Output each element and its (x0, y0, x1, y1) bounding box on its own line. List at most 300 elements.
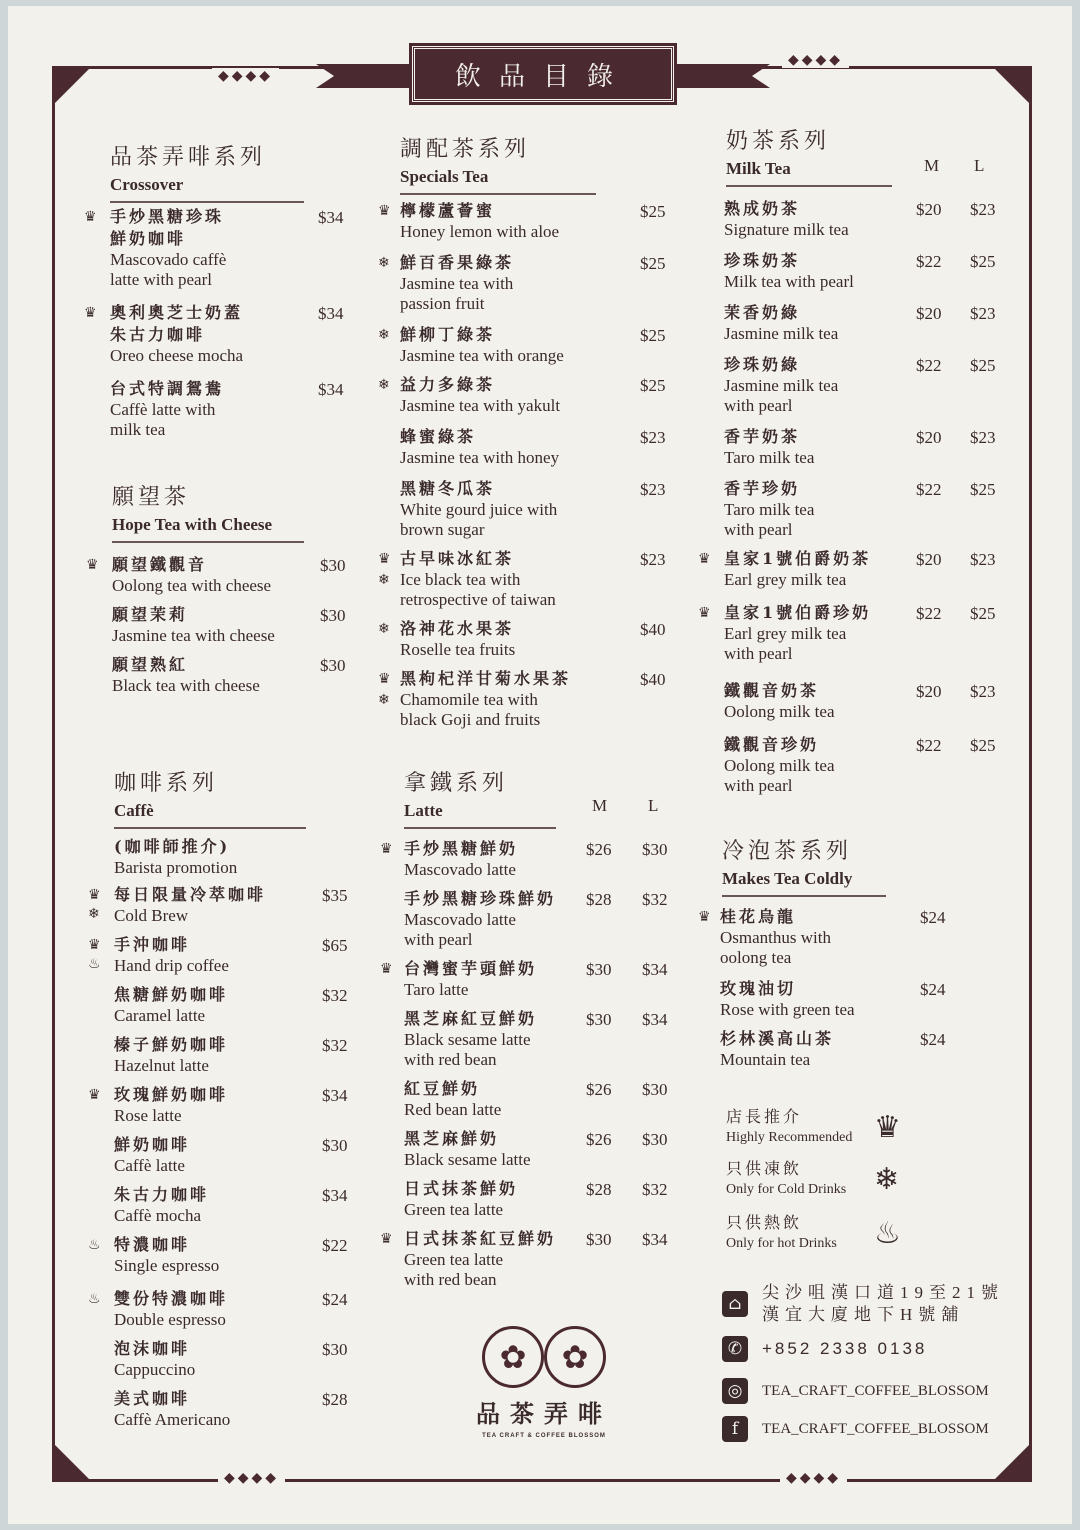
item-name-en: Honey lemon with aloe (400, 222, 560, 241)
section-title-en: Hope Tea with Cheese (112, 515, 273, 534)
crown-icon: ♛ (380, 841, 393, 857)
legend-item (726, 1106, 852, 1148)
corner-ornament (992, 1442, 1032, 1482)
contact-text (762, 1421, 989, 1438)
item-name-en: Rose latte (114, 1106, 182, 1125)
item-price-m: $20 (916, 550, 942, 569)
item-price: $24 (920, 908, 946, 927)
item-price: $40 (640, 620, 666, 639)
latte-size-m: M (592, 796, 608, 815)
contact-text (762, 1339, 927, 1359)
menu-item (724, 680, 834, 722)
item-price: $30 (322, 1136, 348, 1155)
menu-item (400, 252, 514, 314)
section-title-en: Crossover (110, 175, 184, 194)
contact-text (762, 1383, 989, 1400)
milktea-size-m: M (924, 156, 940, 175)
item-name-zh: 鮮百香果綠茶 (400, 253, 515, 272)
menu-item (114, 1134, 190, 1176)
item-price-m: $30 (586, 1010, 612, 1029)
legend-label-en: Highly Recommended (726, 1130, 853, 1145)
section-title-zh: 品茶弄啡系列 (110, 145, 267, 170)
menu-item (110, 206, 226, 290)
item-name-zh: 鐵觀音珍奶 (724, 735, 820, 754)
section-divider (404, 827, 556, 829)
item-name-en: with red bean (404, 1050, 497, 1069)
item-price: $30 (322, 1340, 348, 1359)
menu-item (400, 200, 559, 242)
logo-text-en: TEA CRAFT & COFFEE BLOSSOM (482, 1433, 606, 1439)
menu-item (404, 888, 556, 950)
contact-instagram[interactable]: TEA_CRAFT_COFFEE_BLOSSOM (762, 1382, 989, 1399)
item-name-en: Mascovado latte (404, 910, 516, 929)
item-price: $28 (322, 1390, 348, 1409)
section-title-en: Latte (404, 801, 443, 820)
item-name-en: Ice black tea with (400, 570, 521, 589)
legend-label-en: Only for Cold Drinks (726, 1182, 847, 1197)
item-name-en: Milk tea with pearl (724, 272, 854, 291)
item-price-l: $25 (970, 356, 996, 375)
item-name-en: Hazelnut latte (114, 1056, 209, 1075)
corner-ornament (992, 66, 1032, 106)
item-price-m: $22 (916, 480, 942, 499)
snowflake-icon: ❄ (378, 692, 390, 708)
item-price-l: $30 (642, 840, 668, 859)
item-price: $25 (640, 254, 666, 273)
item-name-zh: 願望茉莉 (112, 605, 189, 624)
item-name-zh: 鮮奶咖啡 (110, 229, 187, 248)
item-name-zh: 台灣蜜芋頭鮮奶 (404, 959, 538, 978)
item-name-en: Taro milk tea (724, 448, 815, 467)
item-price: $35 (322, 886, 348, 905)
snowflake-icon: ❄ (88, 906, 100, 922)
item-price-l: $32 (642, 1180, 668, 1199)
menu-item (724, 602, 871, 664)
item-name-zh: 願望鐵觀音 (112, 555, 208, 574)
section-divider (112, 541, 304, 543)
section-title-zh: 拿鐵系列 (404, 771, 509, 796)
item-price-l: $30 (642, 1080, 668, 1099)
menu-item (724, 250, 854, 292)
item-name-zh: 鐵觀音奶茶 (724, 681, 820, 700)
item-name-en: Jasmine tea with orange (400, 346, 564, 365)
item-price-l: $23 (970, 550, 996, 569)
item-name-zh: 手炒黑糖鮮奶 (404, 839, 519, 858)
item-price-l: $23 (970, 304, 996, 323)
crown-icon: ♛ (84, 209, 97, 225)
legend-label-zh: 只供凍飲 (726, 1159, 803, 1178)
item-name-en: Green tea latte (404, 1250, 504, 1269)
item-name-zh: 手沖咖啡 (114, 935, 191, 954)
item-price-l: $25 (970, 480, 996, 499)
item-name-en: brown sugar (400, 520, 485, 539)
snowflake-icon: ❄ (874, 1162, 900, 1197)
item-price: $30 (320, 556, 346, 575)
item-name-en: latte with pearl (110, 270, 212, 289)
item-name-en: Taro milk tea (724, 500, 815, 519)
crown-icon: ♛ (88, 887, 101, 903)
menu-item (400, 324, 564, 366)
item-name-en: Earl grey milk tea (724, 570, 847, 589)
section-divider (114, 827, 306, 829)
item-price: $25 (640, 326, 666, 345)
menu-item (112, 554, 271, 596)
item-name-zh: 皇家1號伯爵奶茶 (724, 549, 872, 568)
section-title-zh: 咖啡系列 (114, 771, 219, 796)
section-title-en: Makes Tea Coldly (722, 869, 853, 888)
menu-item (114, 836, 237, 878)
item-price-l: $25 (970, 604, 996, 623)
item-name-zh: 鮮奶咖啡 (114, 1135, 191, 1154)
item-name-en: Jasmine tea with (400, 274, 514, 293)
item-name-en: Mountain tea (720, 1050, 811, 1069)
contact-address_line2: 漢宜大廈地下H號舖 (762, 1305, 965, 1324)
item-price-m: $22 (916, 356, 942, 375)
menu-item (724, 426, 814, 468)
item-price-m: $22 (916, 252, 942, 271)
item-price-m: $20 (916, 428, 942, 447)
crown-icon: ♛ (378, 551, 391, 567)
item-name-zh: 台式特調鴛鴦 (110, 379, 225, 398)
item-price-l: $34 (642, 1230, 668, 1249)
item-price: $65 (322, 936, 348, 955)
item-price-m: $30 (586, 960, 612, 979)
item-name-zh: 泡沫咖啡 (114, 1339, 191, 1358)
item-name-en: oolong tea (720, 948, 792, 967)
section-header (112, 480, 304, 543)
item-name-en: Jasmine tea with yakult (400, 396, 561, 415)
item-name-en: Mascovado caffè (110, 250, 227, 269)
section-title-en: Milk Tea (726, 159, 791, 178)
crown-icon: ♛ (874, 1110, 901, 1145)
item-name-en: with pearl (724, 396, 793, 415)
item-name-en: Jasmine milk tea (724, 376, 839, 395)
item-name-en: Roselle tea fruits (400, 640, 516, 659)
item-name-en: milk tea (110, 420, 166, 439)
section-title-zh: 調配茶系列 (400, 137, 531, 162)
section-title-en: Caffè (114, 801, 154, 820)
item-name-zh: 熟成奶茶 (724, 199, 801, 218)
milktea-size-l: L (974, 156, 985, 175)
menu-item (404, 1228, 556, 1290)
item-name-zh: 朱古力咖啡 (114, 1185, 210, 1204)
menu-item (400, 374, 560, 416)
menu-item (400, 478, 557, 540)
item-name-zh: 願望熟紅 (112, 655, 189, 674)
item-price: $23 (640, 428, 666, 447)
menu-item (114, 1234, 219, 1276)
menu-item (724, 734, 834, 796)
item-name-en: black Goji and fruits (400, 710, 541, 729)
item-name-zh: 洛神花水果茶 (400, 619, 515, 638)
contact-row (722, 1416, 989, 1442)
section-title-zh: 奶茶系列 (726, 129, 831, 154)
crown-icon: ♛ (698, 551, 711, 567)
crown-icon: ♛ (88, 937, 101, 953)
menu-item (110, 302, 243, 366)
item-name-zh: 焦糖鮮奶咖啡 (114, 985, 229, 1004)
item-price-l: $32 (642, 890, 668, 909)
item-name-zh: 玫瑰油切 (720, 979, 797, 998)
item-name-zh: 香芋奶茶 (724, 427, 801, 446)
crown-icon: ♛ (88, 1087, 101, 1103)
item-price: $34 (322, 1086, 348, 1105)
menu-item (400, 548, 556, 610)
item-price-l: $25 (970, 736, 996, 755)
menu-item (724, 478, 814, 540)
crown-icon: ♛ (698, 909, 711, 925)
item-price-l: $23 (970, 428, 996, 447)
item-name-en: Black tea with cheese (112, 676, 260, 695)
item-name-en: with pearl (724, 776, 793, 795)
fire-icon: ♨ (88, 1291, 101, 1307)
legend-label-zh: 只供熱飲 (726, 1213, 803, 1232)
menu-item (110, 378, 224, 440)
item-name-zh: 杉林溪高山茶 (720, 1029, 835, 1048)
blossom-icon: ✿ (482, 1326, 544, 1388)
contact-row (722, 1378, 989, 1404)
item-name-en: passion fruit (400, 294, 485, 313)
item-name-en: Caramel latte (114, 1006, 206, 1025)
legend-label-zh: 店長推介 (726, 1107, 803, 1126)
item-price: $24 (322, 1290, 348, 1309)
section-header (110, 140, 304, 203)
diamond-ornament: ◆◆◆◆ (212, 68, 279, 84)
item-name-en: Hand drip coffee (114, 956, 229, 975)
item-name-en: Double espresso (114, 1310, 226, 1329)
snowflake-icon: ❄ (378, 377, 390, 393)
item-name-en: Oolong milk tea (724, 702, 835, 721)
item-name-en: Chamomile tea with (400, 690, 538, 709)
instagram-icon: ◎ (722, 1378, 748, 1404)
item-price-l: $25 (970, 252, 996, 271)
item-name-zh: 皇家1號伯爵珍奶 (724, 603, 872, 622)
item-price-m: $28 (586, 1180, 612, 1199)
section-title-zh: 冷泡茶系列 (722, 839, 853, 864)
item-name-zh: 黑芝麻鮮奶 (404, 1129, 500, 1148)
diamond-ornament: ◆◆◆◆ (218, 1470, 285, 1486)
menu-item (114, 984, 228, 1026)
menu-item (400, 668, 571, 730)
item-name-en: retrospective of taiwan (400, 590, 556, 609)
item-name-en: Oolong milk tea (724, 756, 835, 775)
menu-item (720, 978, 855, 1020)
item-name-en: with pearl (724, 644, 793, 663)
menu-item (404, 1178, 518, 1220)
item-price-l: $23 (970, 200, 996, 219)
snowflake-icon: ❄ (378, 327, 390, 343)
crown-icon: ♛ (86, 557, 99, 573)
item-price-m: $26 (586, 1080, 612, 1099)
item-name-zh: 美式咖啡 (114, 1389, 191, 1408)
crown-icon: ♛ (380, 1231, 393, 1247)
corner-ornament (52, 66, 92, 106)
contact-text (762, 1282, 1004, 1326)
item-price-m: $26 (586, 840, 612, 859)
menu-item (724, 354, 838, 416)
menu-item (114, 884, 266, 926)
item-price: $24 (920, 980, 946, 999)
menu-item (724, 302, 838, 344)
item-name-zh: 朱古力咖啡 (110, 325, 206, 344)
legend-label-en: Only for hot Drinks (726, 1236, 837, 1251)
item-name-zh: 古早味冰紅茶 (400, 549, 515, 568)
item-name-zh: 奧利奧芝士奶蓋 (110, 303, 244, 322)
item-price: $23 (640, 480, 666, 499)
item-name-zh: 益力多綠茶 (400, 375, 496, 394)
contact-address_line1: 尖沙咀漢口道19至21號 (762, 1283, 1004, 1302)
item-name-zh: 日式抹茶鮮奶 (404, 1179, 519, 1198)
item-price-l: $23 (970, 682, 996, 701)
item-name-en: Black sesame latte (404, 1150, 531, 1169)
item-price-l: $34 (642, 1010, 668, 1029)
item-name-en: Barista promotion (114, 858, 238, 877)
fire-icon: ♨ (874, 1216, 901, 1251)
menu-item (114, 1388, 230, 1430)
item-name-zh: 珍珠奶綠 (724, 355, 801, 374)
facebook-icon: f (722, 1416, 748, 1442)
item-price: $25 (640, 376, 666, 395)
item-name-en: with pearl (724, 520, 793, 539)
item-name-en: Jasmine tea with honey (400, 448, 560, 467)
item-name-zh: 檸檬蘆薈蜜 (400, 201, 496, 220)
menu-item (724, 548, 871, 590)
item-price: $34 (322, 1186, 348, 1205)
crown-icon: ♛ (378, 203, 391, 219)
menu-item (114, 1184, 209, 1226)
menu-item (114, 1288, 228, 1330)
diamond-ornament: ◆◆◆◆ (780, 1470, 847, 1486)
item-name-en: Jasmine tea with cheese (112, 626, 275, 645)
logo-emblem (462, 1326, 626, 1388)
item-price: $24 (920, 1030, 946, 1049)
home-icon: ⌂ (722, 1291, 748, 1317)
logo-text-zh: 品茶弄啡 (476, 1399, 612, 1428)
snowflake-icon: ❄ (378, 572, 390, 588)
item-name-en: Signature milk tea (724, 220, 849, 239)
item-name-en: Jasmine milk tea (724, 324, 839, 343)
item-name-en: Osmanthus with (720, 928, 831, 947)
menu-item (114, 1084, 228, 1126)
item-name-en: White gourd juice with (400, 500, 558, 519)
item-name-zh: 茉香奶綠 (724, 303, 801, 322)
menu-item (400, 426, 559, 468)
phone-icon: ✆ (722, 1336, 748, 1362)
section-divider (110, 201, 304, 203)
menu-item (404, 958, 537, 1000)
item-name-zh: 手炒黑糖珍珠 (110, 207, 225, 226)
item-name-zh: 玫瑰鮮奶咖啡 (114, 1085, 229, 1104)
item-price-m: $20 (916, 304, 942, 323)
crown-icon: ♛ (378, 671, 391, 687)
item-price: $40 (640, 670, 666, 689)
item-price-l: $30 (642, 1130, 668, 1149)
item-name-en: Rose with green tea (720, 1000, 855, 1019)
item-price-m: $22 (916, 604, 942, 623)
crown-icon: ♛ (84, 305, 97, 321)
item-name-zh: 黑枸杞洋甘菊水果茶 (400, 669, 572, 688)
item-name-en: Green tea latte (404, 1200, 504, 1219)
item-name-en: Caffè latte with (110, 400, 216, 419)
contact-facebook[interactable]: TEA_CRAFT_COFFEE_BLOSSOM (762, 1420, 989, 1437)
brand-logo (462, 1326, 626, 1439)
item-price-m: $20 (916, 682, 942, 701)
legend-item (726, 1158, 846, 1200)
item-price: $23 (640, 550, 666, 569)
section-divider (726, 185, 892, 187)
item-name-zh: 特濃咖啡 (114, 1235, 191, 1254)
item-name-en: Cappuccino (114, 1360, 196, 1379)
item-name-en: Caffè Americano (114, 1410, 231, 1429)
item-price-m: $28 (586, 890, 612, 909)
item-name-en: with red bean (404, 1270, 497, 1289)
menu-item (404, 1128, 531, 1170)
menu-item (400, 618, 515, 660)
item-name-en: Cold Brew (114, 906, 189, 925)
item-name-en: Black sesame latte (404, 1030, 531, 1049)
item-name-en: Single espresso (114, 1256, 220, 1275)
menu-item (404, 1008, 537, 1070)
item-name-zh: (咖啡師推介) (114, 837, 231, 856)
item-name-zh: 手炒黑糖珍珠鮮奶 (404, 889, 557, 908)
item-name-en: Oreo cheese mocha (110, 346, 244, 365)
item-name-zh: 桂花烏龍 (720, 907, 797, 926)
menu-item (404, 1078, 501, 1120)
menu-item (720, 906, 831, 968)
section-divider (400, 193, 596, 195)
item-name-zh: 日式抹茶紅豆鮮奶 (404, 1229, 557, 1248)
item-name-zh: 鮮柳丁綠茶 (400, 325, 496, 344)
menu-item (404, 838, 518, 880)
latte-size-l: L (648, 796, 659, 815)
blossom-icon: ✿ (544, 1326, 606, 1388)
item-price: $34 (318, 208, 344, 227)
menu-item (724, 198, 849, 240)
item-name-en: Earl grey milk tea (724, 624, 847, 643)
item-name-en: with pearl (404, 930, 473, 949)
contact-phone[interactable]: +852 2338 0138 (762, 1339, 928, 1358)
snowflake-icon: ❄ (378, 255, 390, 271)
section-header (404, 766, 556, 829)
item-price: $25 (640, 202, 666, 221)
item-price: $32 (322, 1036, 348, 1055)
item-name-en: Mascovado latte (404, 860, 516, 879)
item-price: $34 (318, 380, 344, 399)
item-name-zh: 蜂蜜綠茶 (400, 427, 477, 446)
item-price-m: $26 (586, 1130, 612, 1149)
item-name-zh: 黑糖冬瓜茶 (400, 479, 496, 498)
item-name-zh: 每日限量冷萃咖啡 (114, 885, 267, 904)
item-name-en: Caffè latte (114, 1156, 185, 1175)
item-name-zh: 黑芝麻紅豆鮮奶 (404, 1009, 538, 1028)
item-name-en: Taro latte (404, 980, 469, 999)
item-price: $30 (320, 606, 346, 625)
item-name-en: Caffè mocha (114, 1206, 202, 1225)
menu-item (112, 604, 275, 646)
menu-title-banner: 飲品目錄 (412, 46, 674, 102)
section-header (400, 132, 596, 195)
menu-item (114, 1338, 195, 1380)
contact-row (722, 1282, 1004, 1326)
item-price: $30 (320, 656, 346, 675)
fire-icon: ♨ (88, 956, 101, 972)
item-price: $22 (322, 1236, 348, 1255)
snowflake-icon: ❄ (378, 621, 390, 637)
contact-row (722, 1336, 927, 1362)
item-name-zh: 珍珠奶茶 (724, 251, 801, 270)
section-title-zh: 願望茶 (112, 485, 191, 510)
corner-ornament (52, 1442, 92, 1482)
